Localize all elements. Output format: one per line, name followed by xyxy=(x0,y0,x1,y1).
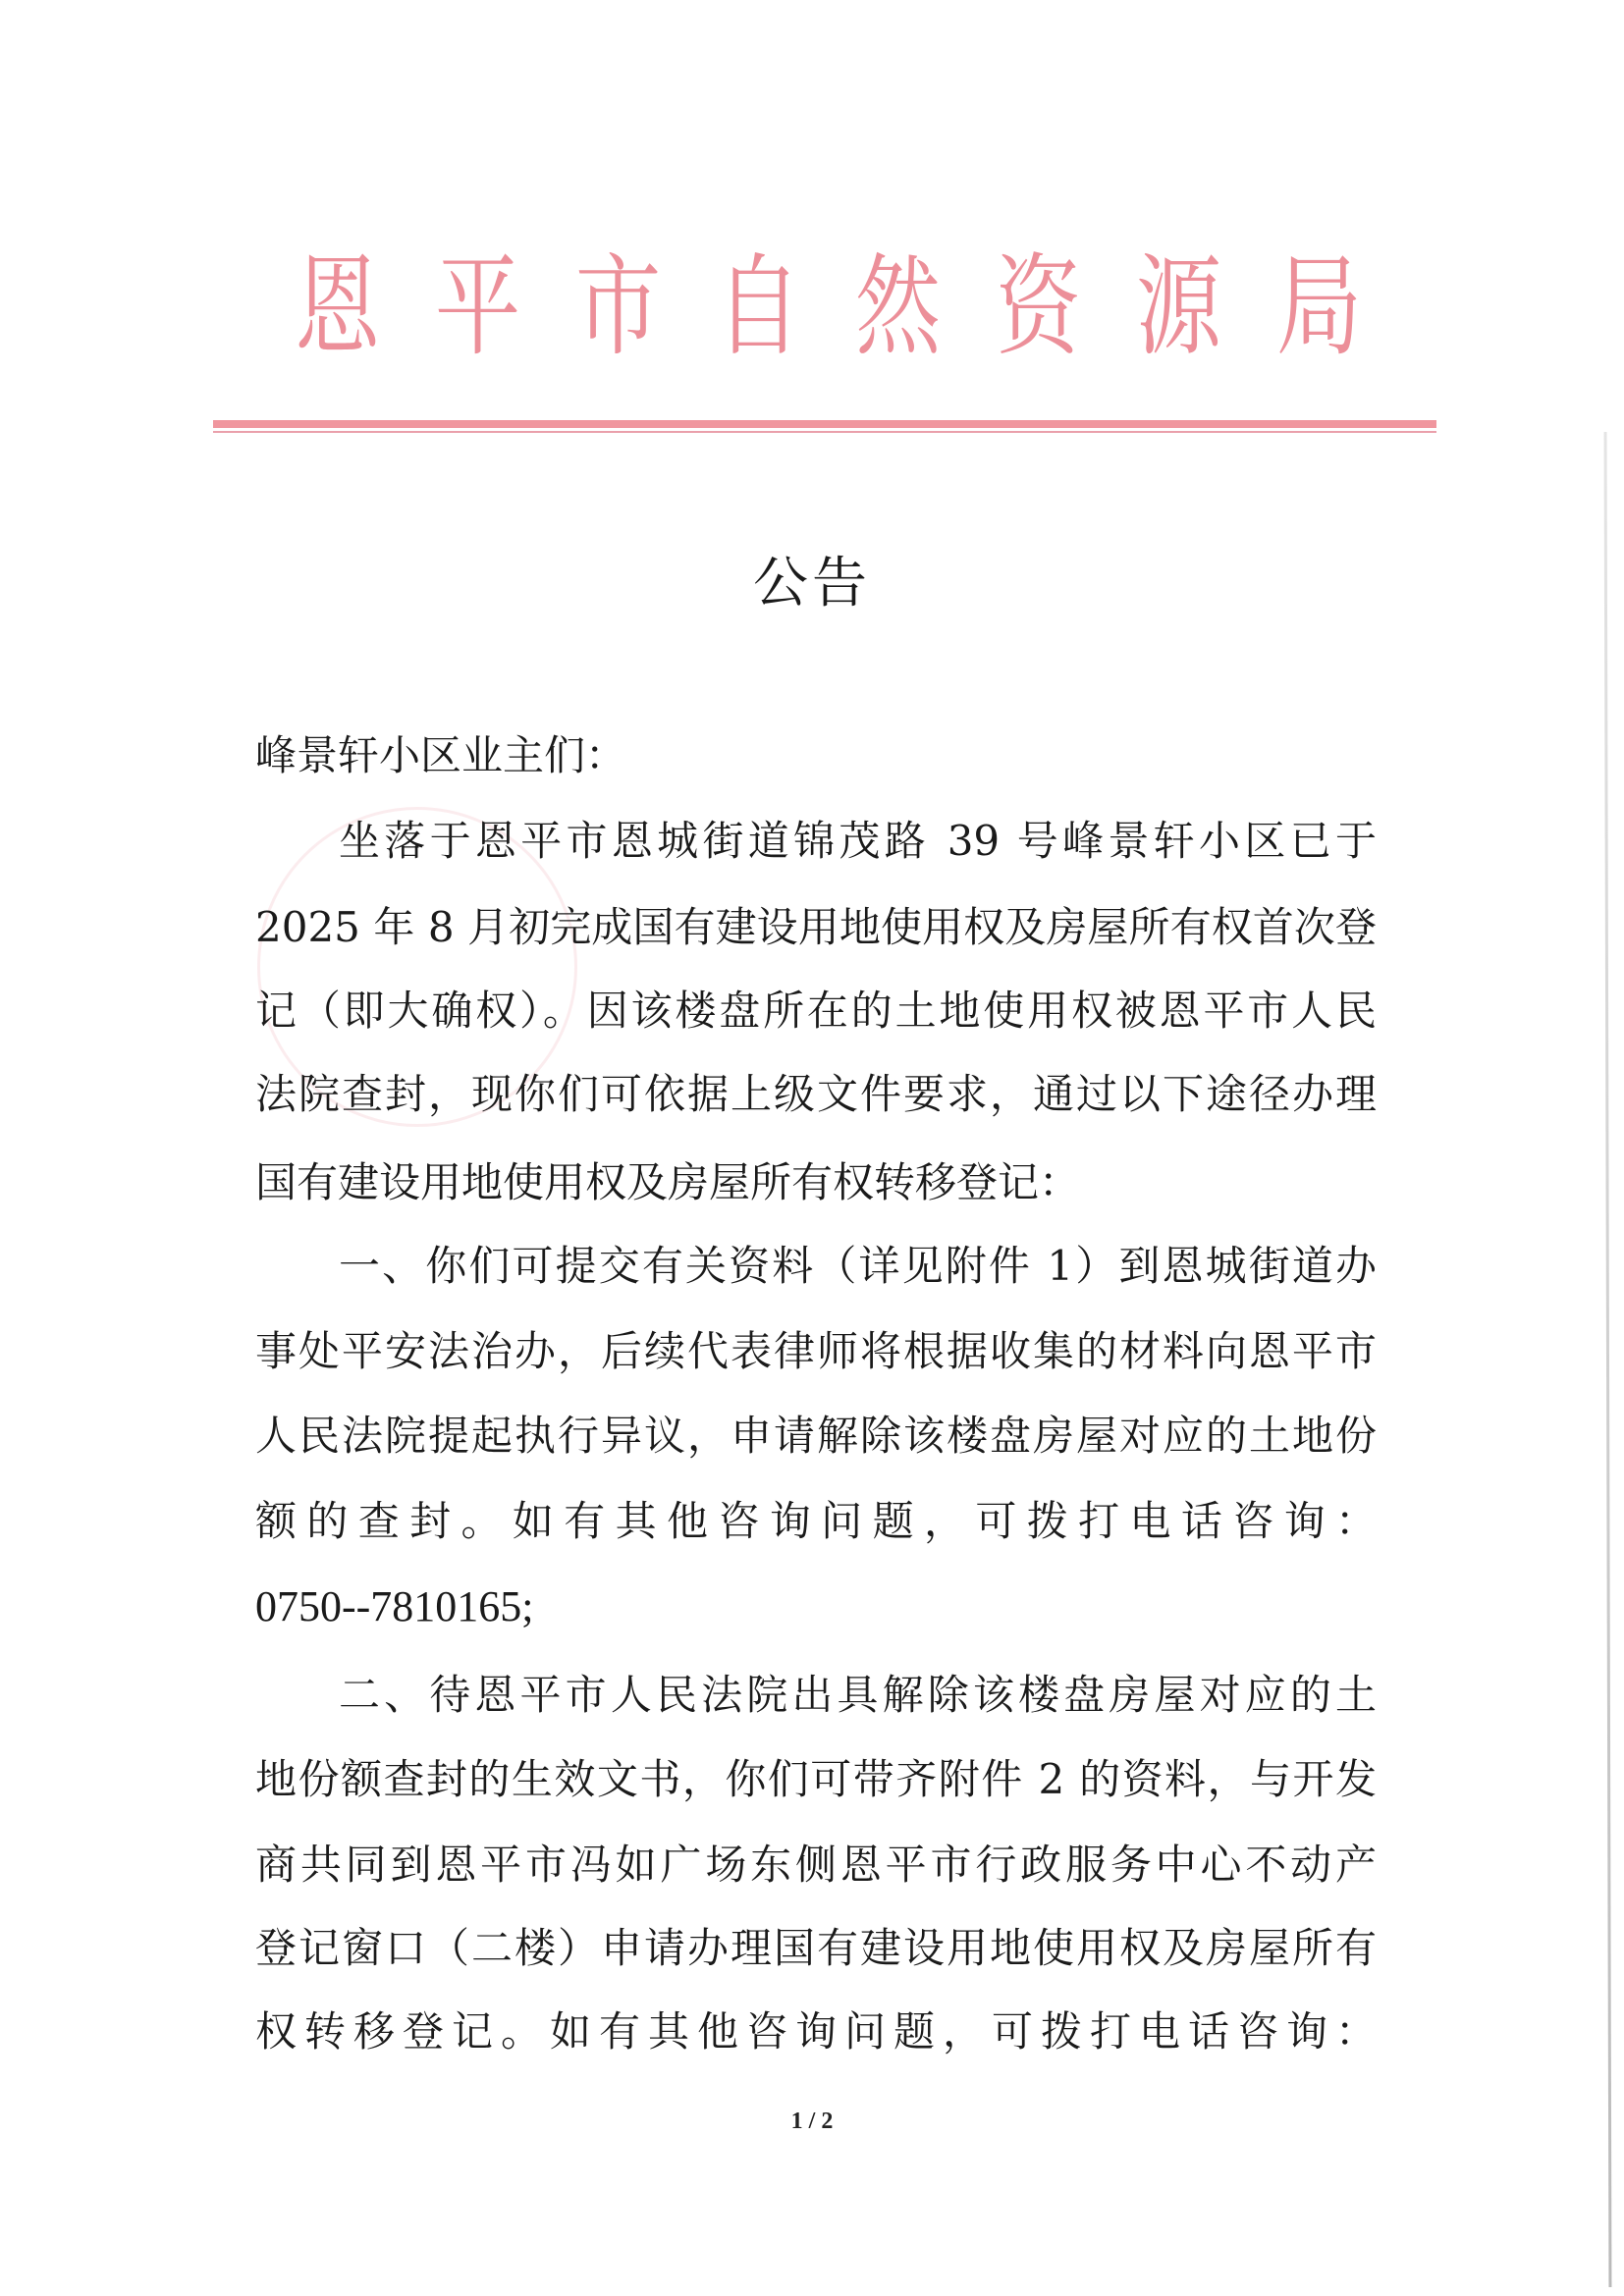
letterhead-char: 平 xyxy=(434,243,521,371)
item-two-line: 权转移登记。如有其他咨询问题，可拨打电话咨询： xyxy=(255,2007,1377,2056)
item-two-line: 地份额查封的生效文书，你们可带齐附件 2 的资料，与开发 xyxy=(255,1755,1377,1803)
scan-edge-artifact xyxy=(1604,432,1612,2287)
letterhead-org-name xyxy=(285,234,1363,381)
letterhead-char: 局 xyxy=(1275,243,1363,371)
body-line: 坐落于恩平市恩城街道锦茂路 39 号峰景轩小区已于 xyxy=(339,817,1377,865)
letterhead-char: 然 xyxy=(855,243,942,371)
item-one-line: 一、你们可提交有关资料（详见附件 1）到恩城街道办 xyxy=(339,1242,1377,1290)
letterhead-char: 恩 xyxy=(294,243,381,371)
item-one-line: 额的查封。如有其他咨询问题，可拨打电话咨询： xyxy=(255,1497,1377,1545)
page-number: 1 / 2 xyxy=(790,2109,834,2134)
document-title: 公告 xyxy=(753,552,871,615)
contact-phone: 0750--7810165; xyxy=(255,1582,534,1630)
salutation: 峰景轩小区业主们： xyxy=(255,731,627,779)
item-one-line: 人民法院提起执行异议，申请解除该楼盘房屋对应的土地份 xyxy=(255,1412,1377,1460)
letterhead-char: 资 xyxy=(996,243,1082,371)
letterhead-rule-thick xyxy=(213,420,1436,428)
body-line: 记（即大确权）。因该楼盘所在的土地使用权被恩平市人民 xyxy=(255,987,1377,1035)
letterhead-rule-thin xyxy=(213,431,1436,433)
item-one-line: 事处平安法治办，后续代表律师将根据收集的材料向恩平市 xyxy=(255,1327,1377,1375)
letterhead-char: 市 xyxy=(574,243,661,371)
item-two-line: 登记窗口（二楼）申请办理国有建设用地使用权及房屋所有 xyxy=(255,1924,1377,1972)
body-line: 国有建设用地使用权及房屋所有权转移登记： xyxy=(255,1158,1081,1206)
body-line: 法院查封，现你们可依据上级文件要求，通过以下途径办理 xyxy=(255,1070,1377,1118)
letterhead-char: 源 xyxy=(1135,243,1222,371)
item-two-line: 二、待恩平市人民法院出具解除该楼盘房屋对应的土 xyxy=(339,1671,1377,1719)
body-line: 2025 年 8 月初完成国有建设用地使用权及房屋所有权首次登 xyxy=(255,903,1377,951)
item-two-line: 商共同到恩平市冯如广场东侧恩平市行政服务中心不动产 xyxy=(255,1841,1377,1889)
letterhead-char: 自 xyxy=(715,243,801,371)
